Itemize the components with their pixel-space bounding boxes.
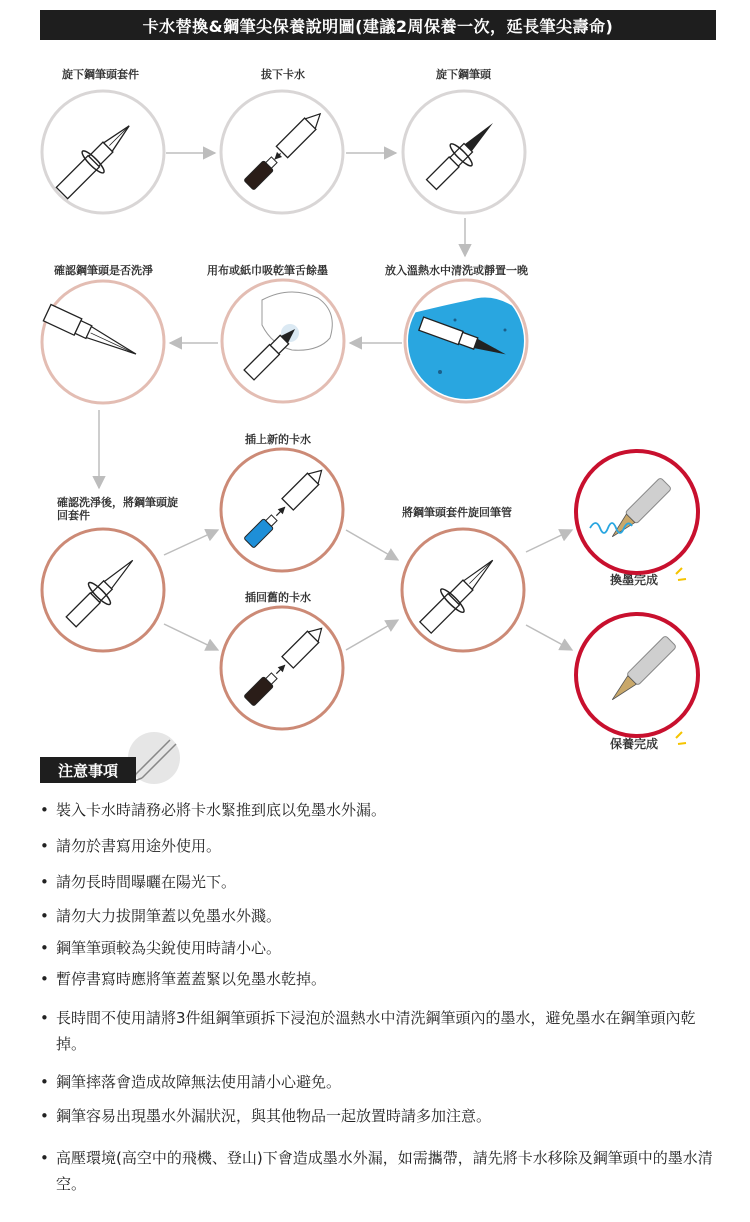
- note-item: • 鋼筆筆頭較為尖銳使用時請小心。: [40, 939, 282, 957]
- step-circle-unscrew-nib: [403, 91, 525, 213]
- note-item: • 請勿於書寫用途外使用。: [40, 837, 222, 855]
- step-circle-screw-into-barrel: [402, 529, 524, 651]
- result-label-maintenance-done: 保養完成: [610, 737, 659, 751]
- result-circle-ink-changed: [576, 451, 698, 573]
- step-circle-check-clean: [42, 281, 164, 403]
- result-label-ink-changed: 換墨完成: [610, 573, 659, 587]
- step-circle-unscrew-nib-assembly: [42, 91, 164, 213]
- note-item: • 高壓環境(高空中的飛機、登山)下會造成墨水外漏，如需攜帶，請先將卡水移除及鋼筆頭中的墨水清空。: [40, 1149, 713, 1193]
- step-circle-soak-water: [405, 280, 530, 410]
- page-title: 卡水替換&鋼筆尖保養說明圖(建議2周保養一次，延長筆尖壽命): [40, 10, 716, 40]
- step-label-reinsert-old-cartridge: 插回舊的卡水: [245, 591, 311, 604]
- note-item: • 請勿大力拔開筆蓋以免墨水外濺。: [40, 907, 282, 925]
- notes-title: 注意事項: [40, 757, 136, 783]
- note-item: • 請勿長時間曝曬在陽光下。: [40, 873, 237, 891]
- note-item: • 暫停書寫時應將筆蓋蓋緊以免墨水乾掉。: [40, 970, 327, 988]
- step-label-check-clean: 確認鋼筆頭是否洗淨: [54, 264, 153, 277]
- step-label-soak-water: 放入溫熱水中清洗或靜置一晚: [385, 264, 528, 277]
- note-item: • 裝入卡水時請務必將卡水緊推到底以免墨水外漏。: [40, 801, 387, 819]
- note-item: • 鋼筆容易出現墨水外漏狀況，與其他物品一起放置時請多加注意。: [40, 1107, 492, 1125]
- step-label-unscrew-nib: 旋下鋼筆頭: [436, 68, 491, 81]
- result-circle-maintenance-done: [576, 614, 698, 736]
- step-circle-screw-back-nib: [42, 529, 164, 651]
- step-circle-blot-ink: [222, 280, 344, 402]
- step-label-screw-back-nib: 確認洗淨後，將鋼筆頭旋回套件: [57, 496, 178, 522]
- step-label-blot-ink: 用布或紙巾吸乾筆舌餘墨: [207, 264, 328, 277]
- note-item: • 長時間不使用請將3件組鋼筆頭拆下浸泡於溫熱水中清洗鋼筆頭內的墨水，避免墨水在鋼筆頭內乾掉。: [40, 1009, 696, 1053]
- step-label-remove-cartridge: 拔下卡水: [261, 68, 305, 81]
- note-item: • 鋼筆摔落會造成故障無法使用請小心避免。: [40, 1073, 342, 1091]
- step-circle-insert-new-cartridge: [221, 449, 343, 571]
- step-circle-remove-cartridge: [221, 91, 343, 213]
- step-circle-reinsert-old-cartridge: [221, 607, 343, 729]
- step-label-unscrew-nib-assembly: 旋下鋼筆頭套件: [62, 68, 139, 81]
- step-label-insert-new-cartridge: 插上新的卡水: [245, 433, 311, 446]
- step-label-screw-into-barrel: 將鋼筆頭套件旋回筆管: [402, 506, 512, 519]
